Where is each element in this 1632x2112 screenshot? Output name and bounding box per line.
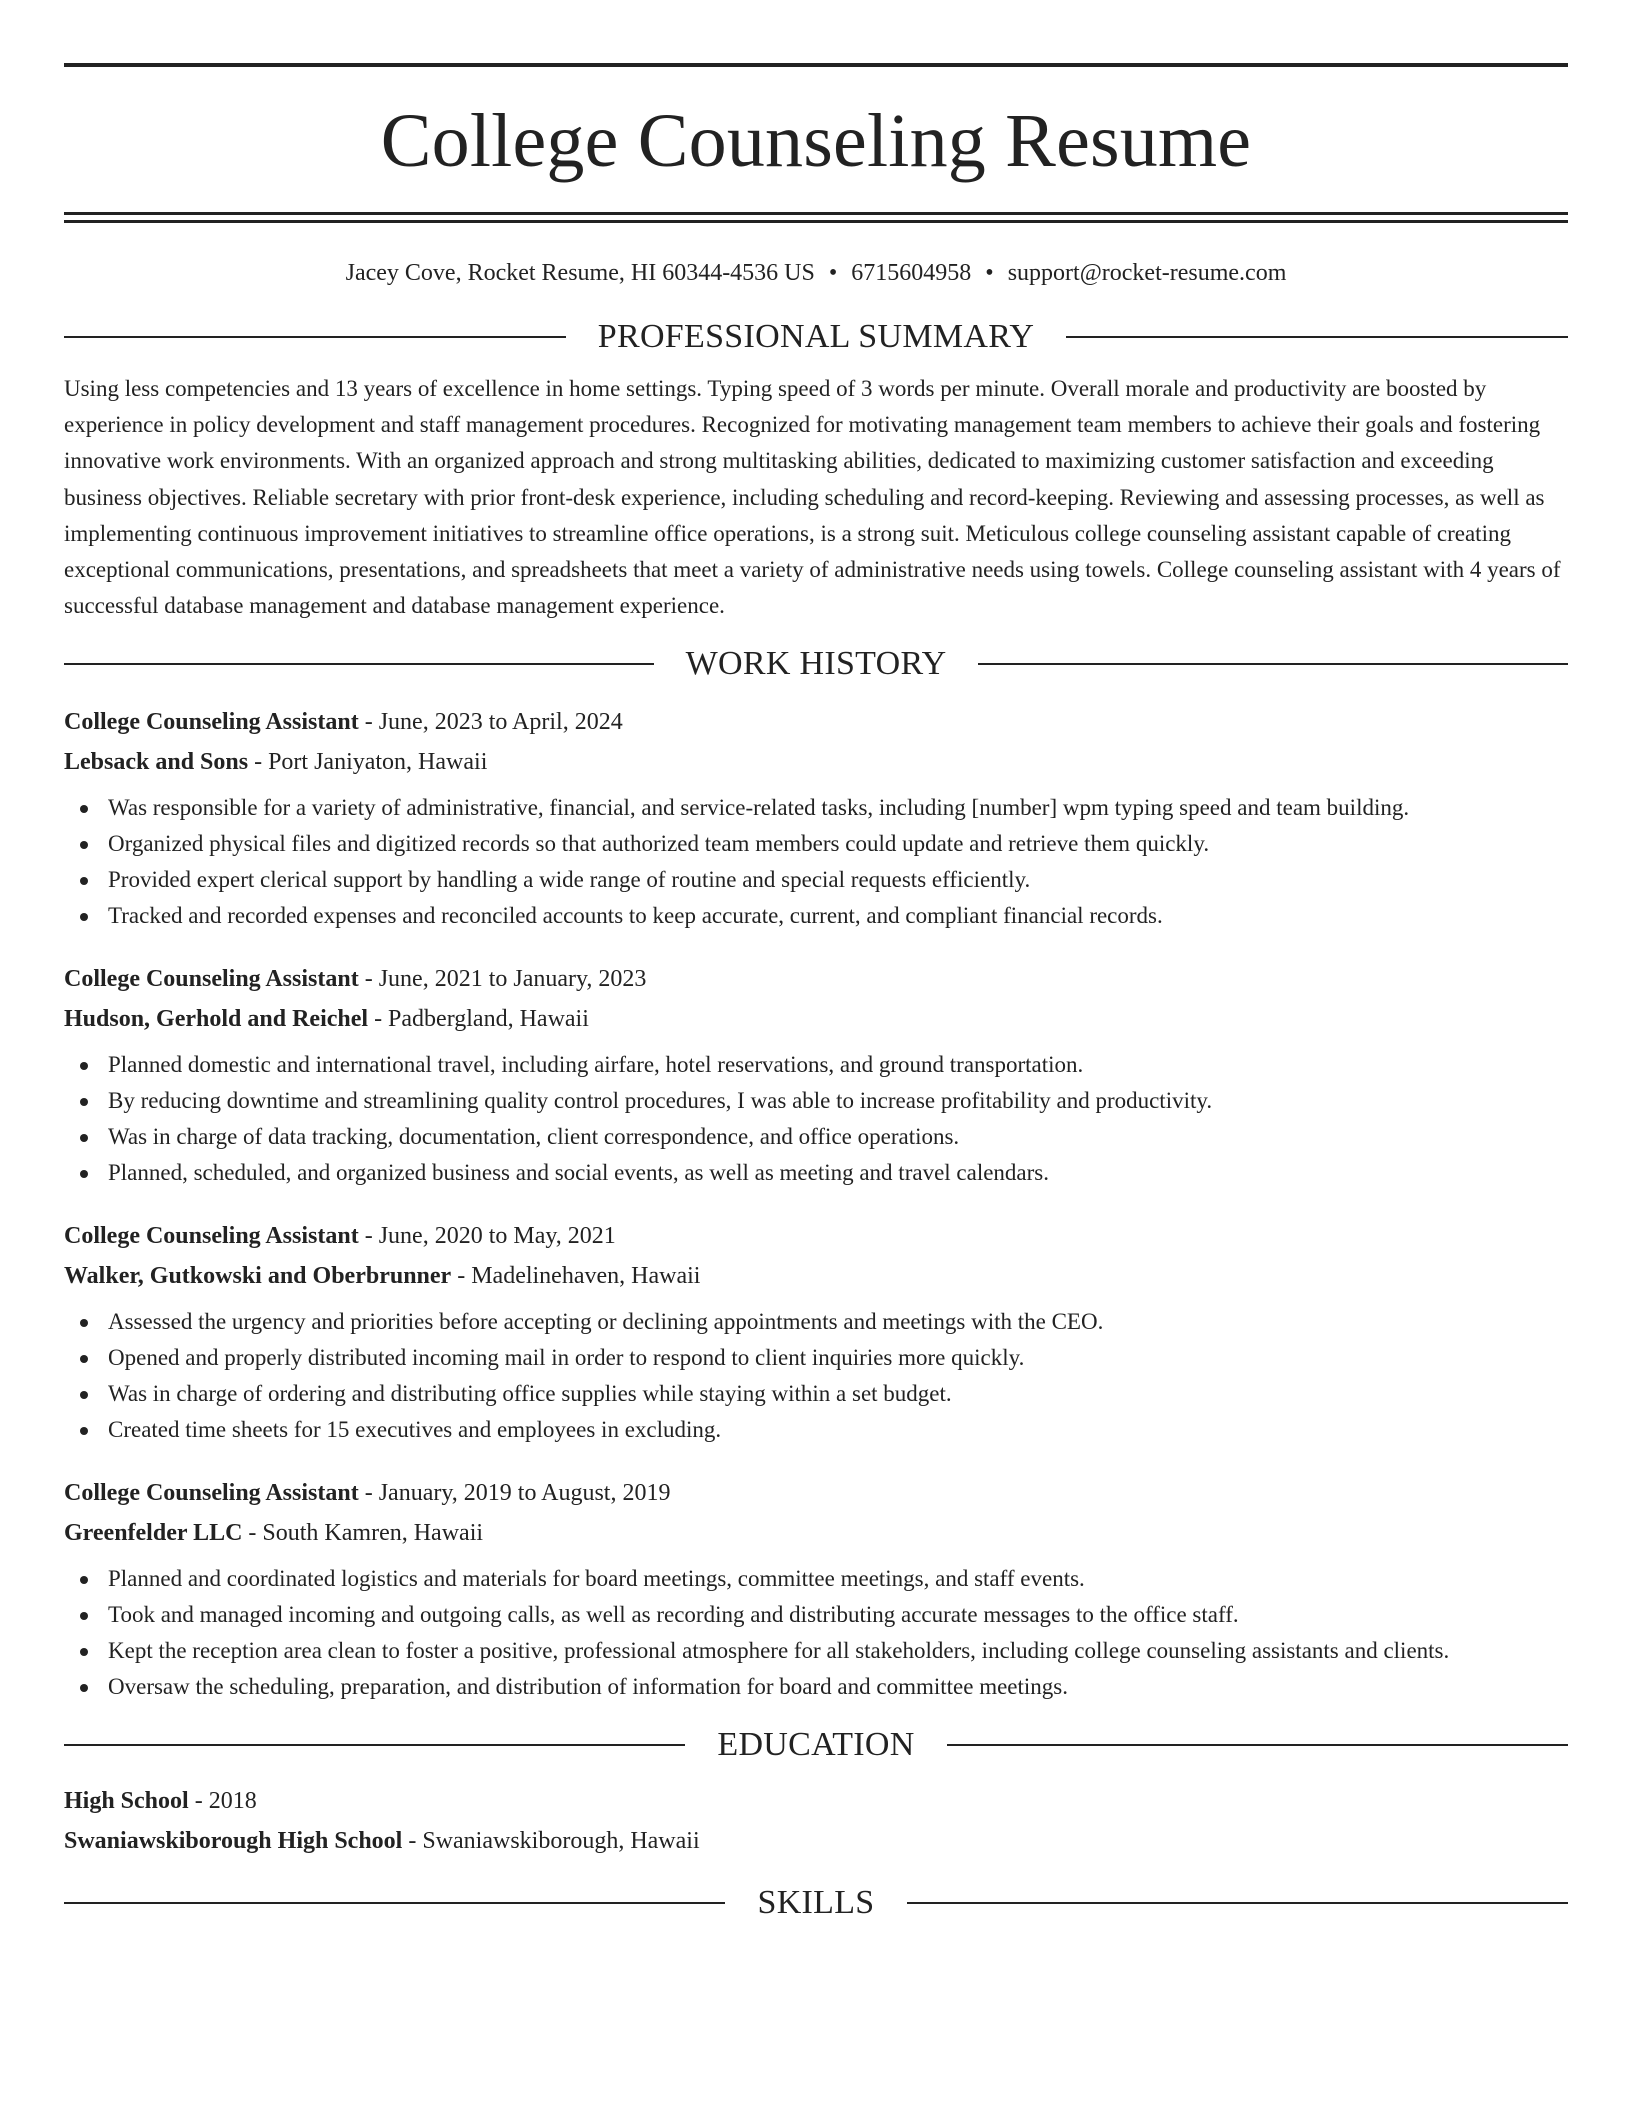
list-item	[64, 1376, 1568, 1412]
job-entry	[64, 1473, 1568, 1705]
job-bullets	[64, 1304, 1568, 1448]
education-year: - 2018	[188, 1788, 257, 1815]
bullet-text: Was in charge of ordering and distributing office supplies while staying within a set budget.	[108, 1381, 952, 1407]
bullet-text: Was in charge of data tracking, documentation, client correspondence, and office operations.	[108, 1124, 960, 1150]
section-heading-summary	[64, 317, 1568, 357]
section-title: SKILLS	[757, 1884, 875, 1922]
job-title-line	[64, 1216, 1568, 1256]
job-dates: - January, 2019 to August, 2019	[358, 1480, 671, 1507]
list-item	[64, 1669, 1568, 1705]
list-item	[64, 790, 1568, 826]
summary-paragraph: Using less competencies and 13 years of excellence in home settings. Typing speed of 3 words per minute. Overall morale and productivity are boosted by experience in policy development and staff management procedures. Recognized for motivating management team members to achieve their goals and fostering innovative work environments. With an organized approach and strong multitasking abilities, dedicated to maximizing customer satisfaction and exceeding business objectives. Reliable secretary with prior front-desk experience, including scheduling and record-keeping. Reviewing and assessing processes, as well as implementing continuous improvement initiatives to streamline office operations, is a strong suit. Meticulous college counseling assistant capable of creating exceptional communications, presentations, and spreadsheets that meet a variety of administrative needs using towels. College counseling assistant with 4 years of successful database management and database management experience.	[64, 376, 1561, 619]
bullet-icon	[80, 1170, 88, 1178]
job-company: Greenfelder LLC	[64, 1520, 243, 1547]
list-item	[64, 862, 1568, 898]
list-item	[64, 1633, 1568, 1669]
job-title-line	[64, 959, 1568, 999]
job-company-line	[64, 1256, 1568, 1296]
job-company-line	[64, 1513, 1568, 1553]
job-bullets	[64, 790, 1568, 934]
contact-email: support@rocket-resume.com	[1007, 260, 1287, 286]
bullet-icon	[80, 805, 88, 813]
list-item	[64, 1083, 1568, 1119]
bullet-icon	[80, 1062, 88, 1070]
job-entry	[64, 1216, 1568, 1448]
job-company-line	[64, 742, 1568, 782]
job-title: College Counseling Assistant	[64, 966, 359, 993]
bullet-text: Provided expert clerical support by handling a wide range of routine and special requests efficiently.	[108, 867, 1031, 893]
bullet-text: Planned, scheduled, and organized business and social events, as well as meeting and travel calendars.	[108, 1160, 1050, 1186]
bullet-icon	[80, 1391, 88, 1399]
bullet-text: Planned domestic and international travel, including airfare, hotel reservations, and ground transportation.	[108, 1052, 1084, 1078]
bullet-icon	[80, 1684, 88, 1692]
job-dates: - June, 2020 to May, 2021	[358, 1223, 616, 1250]
heading-rule-right	[978, 663, 1568, 665]
list-item	[64, 1304, 1568, 1340]
job-title: College Counseling Assistant	[64, 709, 359, 736]
bullet-text: Tracked and recorded expenses and reconciled accounts to keep accurate, current, and compliant financial records.	[108, 903, 1163, 929]
job-dates: - June, 2023 to April, 2024	[358, 709, 623, 736]
bullet-icon	[80, 1648, 88, 1656]
bullet-text: Opened and properly distributed incoming mail in order to respond to client inquiries more quickly.	[108, 1345, 1025, 1371]
bullet-text: Planned and coordinated logistics and materials for board meetings, committee meetings, and staff events.	[108, 1566, 1085, 1592]
section-title: EDUCATION	[717, 1726, 915, 1764]
bullet-icon	[80, 1576, 88, 1584]
bullet-text: Organized physical files and digitized records so that authorized team members could update and retrieve them quickly.	[108, 831, 1210, 857]
bullet-text: Kept the reception area clean to foster a positive, professional atmosphere for all stakeholders, including college counseling assistants and clients.	[108, 1638, 1450, 1664]
education-location: - Swaniawskiborough, Hawaii	[402, 1828, 700, 1855]
job-company: Lebsack and Sons	[64, 749, 249, 776]
contact-phone: 6715604958	[851, 260, 972, 286]
job-company: Hudson, Gerhold and Reichel	[64, 1006, 369, 1033]
resume-page	[64, 63, 1568, 1923]
bullet-icon	[80, 841, 88, 849]
job-bullets	[64, 1047, 1568, 1191]
bullet-text: Created time sheets for 15 executives and employees in excluding.	[108, 1417, 722, 1443]
bullet-text: By reducing downtime and streamlining quality control procedures, I was able to increase profitability and productivity.	[108, 1088, 1213, 1114]
education-degree-line	[64, 1781, 1568, 1821]
heading-rule-left	[64, 663, 654, 665]
section-title: WORK HISTORY	[685, 645, 947, 683]
list-item	[64, 898, 1568, 934]
bullet-text: Oversaw the scheduling, preparation, and distribution of information for board and committee meetings.	[108, 1674, 1068, 1700]
heading-rule-left	[64, 1744, 685, 1746]
section-heading-skills	[64, 1883, 1568, 1923]
list-item	[64, 1412, 1568, 1448]
list-item	[64, 1155, 1568, 1191]
section-title: PROFESSIONAL SUMMARY	[597, 318, 1035, 355]
job-location: - Padbergland, Hawaii	[368, 1006, 589, 1033]
heading-rule-left	[64, 1902, 725, 1904]
education-degree: High School	[64, 1788, 189, 1815]
list-item	[64, 1597, 1568, 1633]
job-location: - South Kamren, Hawaii	[242, 1520, 484, 1547]
education-school: Swaniawskiborough High School	[64, 1828, 403, 1855]
job-dates: - June, 2021 to January, 2023	[358, 966, 647, 993]
heading-rule-right	[947, 1744, 1568, 1746]
contact-separator: •	[985, 260, 994, 286]
header-double-rule	[64, 212, 1568, 223]
bullet-icon	[80, 913, 88, 921]
heading-rule-left	[64, 336, 566, 338]
bullet-icon	[80, 1355, 88, 1363]
bullet-text: Was responsible for a variety of administrative, financial, and service-related tasks, including [number] wpm typing speed and team building.	[108, 795, 1410, 821]
job-title: College Counseling Assistant	[64, 1480, 359, 1507]
contact-line	[64, 256, 1568, 290]
contact-separator: •	[828, 260, 838, 286]
education-school-line	[64, 1821, 1568, 1861]
list-item	[64, 826, 1568, 862]
job-location: - Madelinehaven, Hawaii	[451, 1263, 701, 1290]
resume-title: College Counseling Resume	[380, 99, 1252, 183]
header-top-rule	[64, 63, 1568, 67]
section-heading-work	[64, 644, 1568, 684]
job-entry	[64, 959, 1568, 1191]
bullet-text: Took and managed incoming and outgoing calls, as well as recording and distributing accurate messages to the office staff.	[108, 1602, 1239, 1628]
bullet-icon	[80, 1319, 88, 1327]
section-heading-education	[64, 1725, 1568, 1765]
list-item	[64, 1047, 1568, 1083]
bullet-icon	[80, 1427, 88, 1435]
list-item	[64, 1340, 1568, 1376]
job-location: - Port Janiyaton, Hawaii	[248, 749, 488, 776]
job-company: Walker, Gutkowski and Oberbrunner	[64, 1263, 452, 1290]
job-title-line	[64, 702, 1568, 742]
heading-rule-right	[1066, 336, 1568, 338]
list-item	[64, 1119, 1568, 1155]
job-title: College Counseling Assistant	[64, 1223, 359, 1250]
heading-rule-right	[907, 1902, 1568, 1904]
bullet-icon	[80, 1098, 88, 1106]
job-company-line	[64, 999, 1568, 1039]
education-entry	[64, 1781, 1568, 1861]
job-entry	[64, 702, 1568, 934]
list-item	[64, 1561, 1568, 1597]
bullet-icon	[80, 1134, 88, 1142]
contact-address: Jacey Cove, Rocket Resume, HI 60344-4536 US	[345, 260, 815, 286]
bullet-text: Assessed the urgency and priorities before accepting or declining appointments and meetings with the CEO.	[108, 1309, 1104, 1335]
bullet-icon	[80, 877, 88, 885]
bullet-icon	[80, 1612, 88, 1620]
job-bullets	[64, 1561, 1568, 1705]
job-title-line	[64, 1473, 1568, 1513]
